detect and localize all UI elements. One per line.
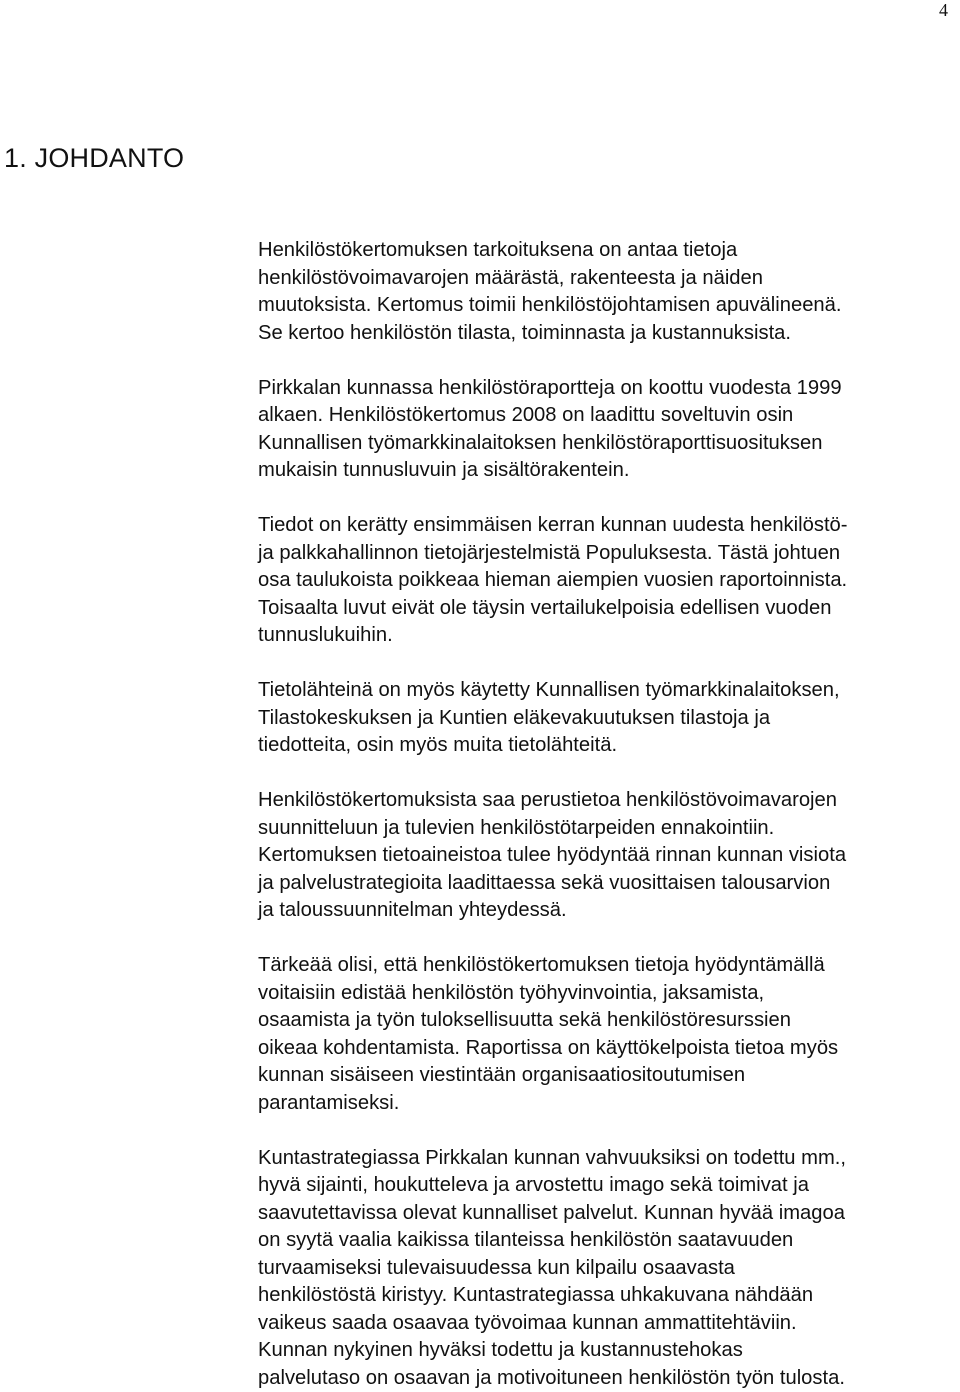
body-text xyxy=(258,237,958,1392)
paragraph-data-collection: Tiedot on kerätty ensimmäisen kerran kunnan uudesta henkilöstö- ja palkkahallinnon tietojärjestelmistä Populuksesta. Tästä johtuen osa taulukoista poikkeaa hieman aiempien vuosien raportoinnista. Toisaalta luvut eivät ole täysin vertailukelpoisia edellisen vuoden tunnuslukuihin. xyxy=(258,514,848,646)
paragraph-history: Pirkkalan kunnassa henkilöstöraportteja on koottu vuodesta 1999 alkaen. Henkilöstökertomus 2008 on laadittu soveltuvin osin Kunnallisen työmarkkinalaitoksen henkilöstöraporttisuosituksen mukaisin tunnusluvuin ja sisältörakentein. xyxy=(258,376,842,481)
page-number: 4 xyxy=(939,0,948,20)
section-heading: 1. JOHDANTO xyxy=(4,143,185,173)
paragraph-sources: Tietolähteinä on myös käytetty Kunnallisen työmarkkinalaitoksen, Tilastokeskuksen ja Kuntien eläkevakuutuksen tilastoja ja tiedotteita, osin myös muita tietolähteitä. xyxy=(258,679,840,756)
paragraph-wellbeing: Tärkeää olisi, että henkilöstökertomuksen tietoja hyödyntämällä voitaisiin edistää henkilöstön työhyvinvointia, jaksamista, osaamista ja työn tuloksellisuutta sekä henkilöstöresurssien oikeaa kohdentamista. Raportissa on käyttökelpoista tietoa myös kunnan sisäiseen viestintään organisaatiositoutumisen parantamiseksi. xyxy=(258,954,839,1114)
paragraph-purpose: Henkilöstökertomuksen tarkoituksena on antaa tietoja henkilöstövoimavarojen määrästä, rakenteesta ja näiden muutoksista. Kertomus toimii henkilöstöjohtamisen apuvälineenä. Se kertoo henkilöstön tilasta, toiminnasta ja kustannuksista. xyxy=(258,239,842,344)
paragraph-strategy: Kuntastrategiassa Pirkkalan kunnan vahvuuksiksi on todettu mm., hyvä sijainti, houkutteleva ja arvostettu imago sekä toimivat ja saavutettavissa olevat kunnalliset palvelut. Kunnan hyvää imagoa on syytä vaalia kaikissa tilanteissa henkilöstön saatavuuden turvaamiseksi tulevaisuudessa kun kilpailu osaavasta henkilöstöstä kiristyy. Kuntastrategiassa uhkakuvana nähdään vaikeus saada osaavaa työvoimaa kunnan ammattitehtäviin. Kunnan nykyinen hyväksi todettu ja kustannustehokas palvelutaso on osaavan ja motivoituneen henkilöstön työn tulosta. xyxy=(258,1146,846,1389)
paragraph-planning-use: Henkilöstökertomuksista saa perustietoa henkilöstövoimavarojen suunnitteluun ja tulevien henkilöstötarpeiden ennakointiin. Kertomuksen tietoaineistoa tulee hyödyntää rinnan kunnan visiota ja palvelustrategioita laadittaessa sekä vuosittaisen talousarvion ja taloussuunnitelman yhteydessä. xyxy=(258,789,847,921)
